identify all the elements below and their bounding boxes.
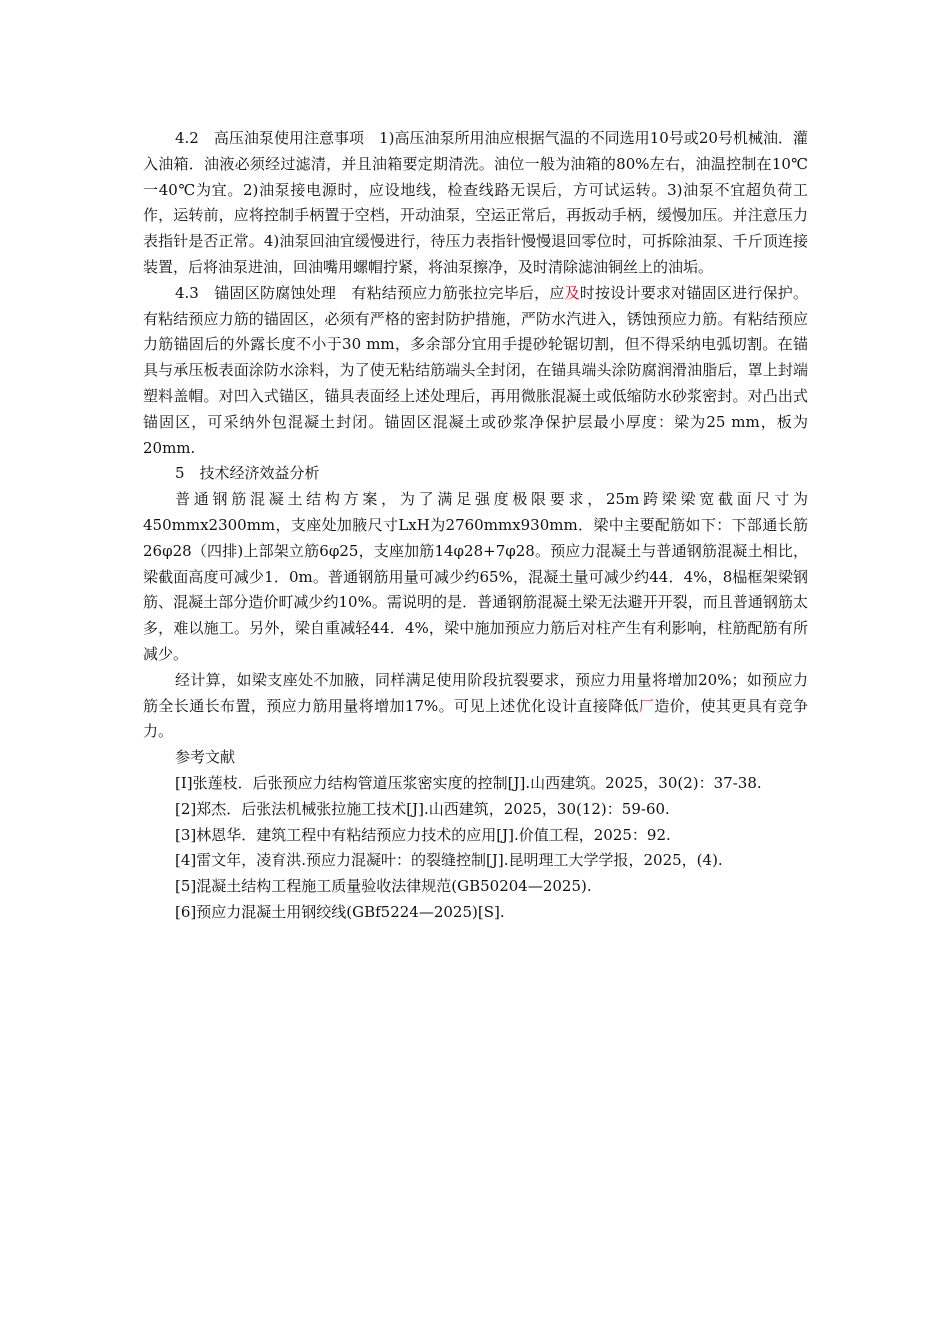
section-5-p2-end: 造价，使其更具有竞争力。 [143, 696, 808, 741]
section-4-2-paragraph: 4.2 高压油泵使用注意事项 1)高压油泵所用油应根据气温的不同选用10号或20号机械油．灌入油箱．油液必须经过滤清，并且油箱要定期清洗。油位一般为油箱的80%左右，油温控制在10℃一40℃为宜。2)油泵接电源时，应设地线，检查线路无误后，方可试运转。3)油泵不宜超负荷工作，运转前，应将控制手柄置于空档，开动油泵，空运正常后，再扳动手柄，缓慢加压。并注意压力表指针是否正常。4)油泵回油宜缓慢进行，待压力表指针慢慢退回零位时，可拆除油泵、千斤顶连接装置，后将油泵进油，回油嘴用螺帽拧紧，将油泵擦净，及时清除滤油铜丝上的油垢。 [143, 129, 808, 276]
document-body [143, 126, 808, 926]
reference-item: [6]预应力混凝土用钢绞线(GBf5224—2025)[S]. [175, 902, 505, 921]
reference-item: [4]雷文年，凌育洪.预应力混凝叶：的裂缝控制[J].昆明理工大学学报，2025，(4). [175, 851, 723, 870]
highlighted-char: 厂 [638, 696, 655, 715]
section-4-3-text-start: 4.3 锚固区防腐蚀处理 有粘结预应力筋张拉完毕后，应 [175, 283, 565, 302]
reference-item: [I]张莲枝．后张预应力结构管道压浆密实度的控制[J].山西建筑。2025，30(2)：37-38. [175, 773, 762, 792]
section-5-paragraph-2 [143, 668, 808, 745]
section-5-paragraph-1: 普通钢筋混凝土结构方案，为了满足强度极限要求，25m跨梁梁宽截面尺寸为450mmx2300mm，支座处加腋尺寸LxH为2760mmx930mm．梁中主要配筋如下：下部通长筋26φ28（四排)上部架立筋6φ25，支座加筋14φ28+7φ28。预应力混凝土与普通钢筋混凝土相比，梁截面高度可减少1．0m。普通钢筋用量可减少约65%，混凝土量可减少约44．4%，8榀框架梁钢筋、混凝土部分造价町减少约10%。需说明的是．普通钢筋混凝土梁无法避开开裂，而且普通钢筋太多，难以施工。另外，梁自重减轻44．4%，梁中施加预应力筋后对柱产生有利影响，柱筋配筋有所减少。 [143, 490, 808, 663]
section-5-heading: 5 技术经济效益分析 [175, 464, 320, 483]
section-5-p2-start: 经计算，如梁支座处不加腋，同样满足使用阶段抗裂要求，预应力用量将增加20%；如预应力筋全长通长布置，预应力筋用量将增加17%。可见上述优化设计直接降低 [143, 670, 808, 715]
section-4-3-text-end: 时按设计要求对锚固区进行保护。有粘结预应力筋的锚固区，必须有严格的密封防护措施，严防水汽进入，锈蚀预应力筋。有粘结预应力筋锚固后的外露长度不小于30 mm，多余部分宜用手提砂轮锯切割，但不得采纳电弧切割。在锚具与承压板表面涂防水涂料，为了使无粘结筋端头全封闭，在锚具端头涂防腐润滑油脂后，罩上封端塑料盖帽。对凹入式锚区，锚具表面经上述处理后，再用微胀混凝土或低缩防水砂浆密封。对凸出式锚固区，可采纳外包混凝土封闭。锚固区混凝土或砂浆净保护层最小厚度：梁为25 mm，板为20mm. [143, 283, 808, 457]
reference-item: [3]林恩华．建筑工程中有粘结预应力技术的应用[J].价值工程，2025：92. [175, 825, 671, 844]
section-4-3-paragraph [143, 281, 808, 462]
references-heading: 参考文献 [175, 748, 236, 767]
reference-item: [5]混凝土结构工程施工质量验收法律规范(GB50204—2025). [175, 877, 592, 896]
highlighted-char: 及 [564, 283, 580, 302]
reference-item: [2]郑杰．后张法机械张拉施工技术[J].山西建筑，2025，30(12)：59-60. [175, 799, 670, 818]
